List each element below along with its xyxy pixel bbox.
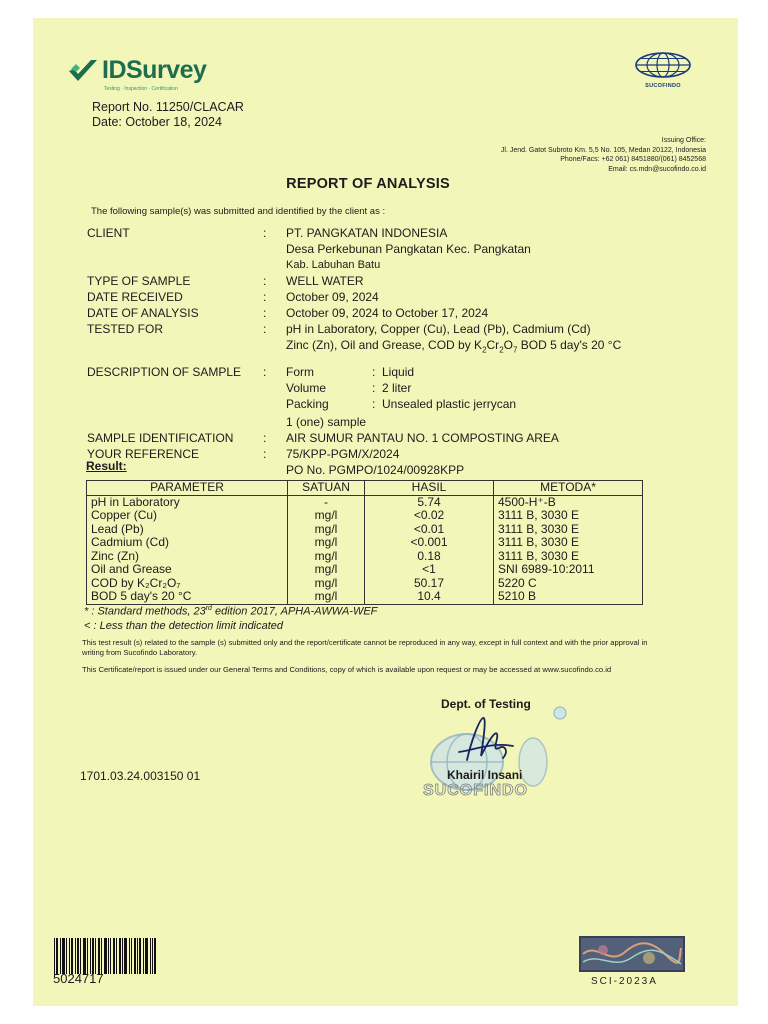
cell-parameter: Oil and Grease [87, 563, 288, 577]
table-row [87, 563, 643, 577]
barcode-bar [108, 938, 109, 974]
sample-count: 1 (one) sample [286, 415, 367, 430]
barcode-bar [54, 938, 55, 974]
barcode-bar [66, 938, 67, 974]
result-heading: Result: [86, 459, 127, 473]
table-notes [84, 602, 377, 633]
document-number: 1701.03.24.003150 01 [80, 769, 201, 783]
info-reference: YOUR REFERENCE : 75/KPP-PGM/X/2024 PO No. PGMPO/1024/00928KPP [87, 447, 465, 478]
report-date: Date: October 18, 2024 [92, 115, 222, 129]
cell-hasil: 5.74 [365, 495, 494, 509]
cell-metoda: 4500-H⁺-B [494, 495, 643, 509]
signer-name: Khairil Insani [447, 768, 523, 782]
info-tested: TESTED FOR : pH in Laboratory, Copper (Cu), Lead (Pb), Cadmium (Cd) Zinc (Zn), Oil and Grease, COD by $K_2Cr_2O_7$ BOD 5 day's 20 °C [87, 322, 622, 355]
cell-hasil: <1 [365, 563, 494, 577]
partner-name: SUCOFINDO [645, 83, 681, 89]
cell-parameter: Cadmium (Cd) [87, 536, 288, 550]
table-row [87, 577, 643, 591]
note-detection-limit: < : Less than the detection limit indicated [84, 619, 284, 632]
intro-text: The following sample(s) was submitted and identified by the client as : [91, 206, 386, 217]
sucofindo-logo [634, 52, 692, 89]
disclaimer-terms: This Certificate/report is issued under our General Terms and Conditions, copy of which is available upon request or may be accessed at www.sucofindo.co.id [82, 665, 612, 674]
info-client: CLIENT : PT. PANGKATAN INDONESIA Desa Perkebunan Pangkatan Kec. Pangkatan Kab. Labuhan Batu [87, 226, 531, 271]
col-hasil: HASIL [365, 481, 494, 496]
issuing-phone: Phone/Facs: +62 061) 8451880/(061) 8452568 [560, 156, 706, 163]
cell-satuan: mg/l [288, 536, 365, 550]
barcode-bar [110, 938, 111, 974]
idsurvey-logo [67, 56, 207, 92]
info-type: TYPE OF SAMPLE : WELL WATER [87, 274, 364, 288]
brand-id: ID [102, 56, 126, 84]
cell-satuan: mg/l [288, 550, 365, 564]
signature-icon [453, 712, 517, 768]
cell-satuan: mg/l [288, 563, 365, 577]
barcode-bar [83, 938, 86, 974]
barcode-bar [104, 938, 107, 974]
barcode-bar [80, 938, 81, 974]
barcode-bar [116, 938, 117, 974]
barcode-bar [87, 938, 88, 974]
cell-metoda: 3111 B, 3030 E [494, 509, 643, 523]
barcode-bar [75, 938, 76, 974]
cell-hasil: 10.4 [365, 590, 494, 604]
table-row [87, 509, 643, 523]
result-table [86, 480, 643, 605]
cell-hasil: 0.18 [365, 550, 494, 564]
barcode-bar [131, 938, 132, 974]
cell-satuan: mg/l [288, 577, 365, 591]
cell-metoda: 5220 C [494, 577, 643, 591]
cell-metoda: SNI 6989-10:2011 [494, 563, 643, 577]
cell-metoda: 5210 B [494, 590, 643, 604]
cell-metoda: 3111 B, 3030 E [494, 550, 643, 564]
barcode [53, 938, 157, 974]
barcode-bar [62, 938, 65, 974]
idsurvey-check-icon [67, 57, 99, 85]
cell-satuan: mg/l [288, 509, 365, 523]
cell-parameter: COD by K₂Cr₂O₇ [87, 577, 288, 591]
globe-icon [634, 52, 692, 78]
security-code: SCI-2023A [591, 976, 658, 987]
cell-parameter: Zinc (Zn) [87, 550, 288, 564]
issuing-label: Issuing Office: [661, 137, 706, 144]
dept-of-testing: Dept. of Testing [441, 697, 531, 711]
cell-parameter: Lead (Pb) [87, 523, 288, 537]
barcode-bar [69, 938, 70, 974]
info-analysis: DATE OF ANALYSIS : October 09, 2024 to October 17, 2024 [87, 306, 489, 320]
barcode-bar [90, 938, 91, 974]
cell-hasil: <0.001 [365, 536, 494, 550]
info-description: DESCRIPTION OF SAMPLE : Form : Liquid Volume : 2 liter Packing : Unsealed plastic jerrycan 1 (one) sample [87, 364, 706, 430]
table-row [87, 550, 643, 564]
col-parameter: PARAMETER [87, 481, 288, 496]
table-row [87, 536, 643, 550]
stamp-small-globe-icon [553, 706, 567, 720]
barcode-bar [98, 938, 100, 974]
info-identification: SAMPLE IDENTIFICATION : AIR SUMUR PANTAU NO. 1 COMPOSTING AREA [87, 431, 559, 446]
barcode-bar [113, 938, 115, 974]
barcode-bar [92, 938, 94, 974]
barcode-number: 5024717 [53, 971, 104, 986]
barcode-bar [56, 938, 58, 974]
description-grid: Form : Liquid Volume : 2 liter Packing : Unsealed plastic jerrycan [286, 365, 517, 412]
col-metoda: METODA* [494, 481, 643, 496]
barcode-bar [134, 938, 136, 974]
barcode-bar [122, 938, 123, 974]
cell-satuan: - [288, 495, 365, 509]
barcode-bar [145, 938, 148, 974]
barcode-bar [137, 938, 138, 974]
barcode-bar [60, 938, 61, 974]
page-title: REPORT OF ANALYSIS [286, 176, 450, 192]
barcode-bar [150, 938, 151, 974]
stamp-text: SUCOFINDO [423, 782, 528, 799]
barcode-bar [71, 938, 73, 974]
barcode-bar [129, 938, 130, 974]
table-header-row [87, 481, 643, 496]
table-row [87, 523, 643, 537]
cell-hasil: 50.17 [365, 577, 494, 591]
barcode-bar [139, 938, 141, 974]
report-number: Report No. 11250/CLACAR [92, 100, 244, 114]
table-row [87, 495, 643, 509]
hologram-security-label [579, 936, 685, 972]
cell-hasil: <0.01 [365, 523, 494, 537]
issuing-email: Email: cs.mdn@sucofindo.co.id [608, 165, 706, 173]
disclaimer-reproduction: This test result (s) related to the sample (s) submitted only and the report/certificate cannot be reproduced in any way, except in full context and with the prior approval in writing from Sucofindo Laboratory. [82, 638, 648, 657]
brand-name: Survey [126, 56, 207, 84]
cell-metoda: 3111 B, 3030 E [494, 523, 643, 537]
report-header [92, 100, 244, 130]
barcode-bar [101, 938, 102, 974]
barcode-bar [143, 938, 144, 974]
issuing-address: Jl. Jend. Gatot Subroto Km. 5,5 No. 105, Medan 20122, Indonesia [500, 146, 706, 154]
sample-info [87, 225, 706, 478]
note-standard: * : Standard methods, 23rd edition 2017, APHA-AWWA-WEF [84, 605, 378, 618]
col-satuan: SATUAN [288, 481, 365, 496]
barcode-bar [152, 938, 153, 974]
barcode-bar [154, 938, 156, 974]
cell-parameter: pH in Laboratory [87, 495, 288, 509]
cell-parameter: Copper (Cu) [87, 509, 288, 523]
cell-satuan: mg/l [288, 590, 365, 604]
cell-satuan: mg/l [288, 523, 365, 537]
barcode-bar [77, 938, 79, 974]
brand-tagline: Testing · Inspection · Certification [104, 86, 178, 92]
cell-metoda: 3111 B, 3030 E [494, 536, 643, 550]
cell-parameter: BOD 5 day's 20 °C [87, 590, 288, 604]
barcode-bar [119, 938, 121, 974]
info-received: DATE RECEIVED : October 09, 2024 [87, 290, 379, 304]
barcode-bar [124, 938, 127, 974]
cell-hasil: <0.02 [365, 509, 494, 523]
report-sheet [33, 18, 738, 1006]
issuing-office [501, 136, 706, 174]
barcode-bar [95, 938, 96, 974]
